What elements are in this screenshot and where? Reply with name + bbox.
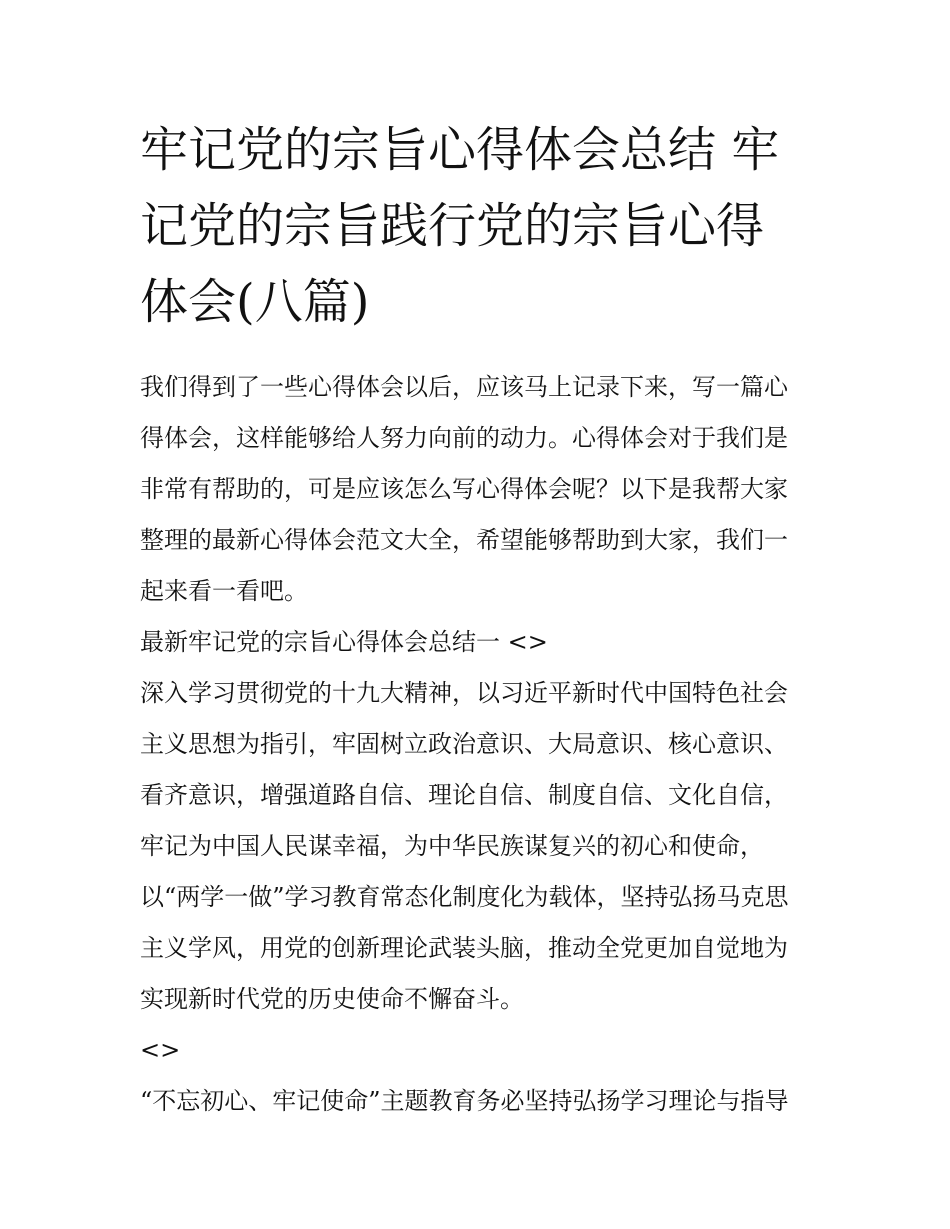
title-line-2: 记党的宗旨践行党的宗旨心得 xyxy=(140,198,765,254)
body-line: 得体会，这样能够给人努力向前的动力。心得体会对于我们是 xyxy=(140,424,788,452)
document-content xyxy=(140,112,820,1127)
body-line: 深入学习贯彻党的十九大精神，以习近平新时代中国特色社会 xyxy=(140,679,788,707)
section-heading: 最新牢记党的宗旨心得体会总结一 <> xyxy=(140,628,548,656)
body-line: 实现新时代党的历史使命不懈奋斗。 xyxy=(140,985,524,1013)
body-line: 主义思想为指引，牢固树立政治意识、大局意识、核心意识、 xyxy=(140,730,788,758)
body-line: 整理的最新心得体会范文大全，希望能够帮助到大家，我们一 xyxy=(140,526,788,554)
document-title xyxy=(140,112,820,340)
body-line: 牢记为中国人民谋幸福，为中华民族谋复兴的初心和使命， xyxy=(140,832,764,860)
body-line: 以“两学一做”学习教育常态化制度化为载体，坚持弘扬马克思 xyxy=(140,883,789,911)
body-line: 主义学风，用党的创新理论武装头脑，推动全党更加自觉地为 xyxy=(140,934,788,962)
body-line: 看齐意识，增强道路自信、理论自信、制度自信、文化自信， xyxy=(140,781,788,809)
body-line: 非常有帮助的，可是应该怎么写心得体会呢？以下是我帮大家 xyxy=(140,475,788,503)
document-body xyxy=(140,362,820,1127)
title-line-1: 牢记党的宗旨心得体会总结 牢 xyxy=(140,122,780,178)
placeholder-marker: <> xyxy=(140,1036,181,1064)
title-line-3: 体会(八篇) xyxy=(140,274,370,330)
body-line: “不忘初心、牢记使命”主题教育务必坚持弘扬学习理论与指导 xyxy=(140,1087,789,1115)
body-line: 我们得到了一些心得体会以后，应该马上记录下来，写一篇心 xyxy=(140,373,788,401)
body-line: 起来看一看吧。 xyxy=(140,577,308,605)
